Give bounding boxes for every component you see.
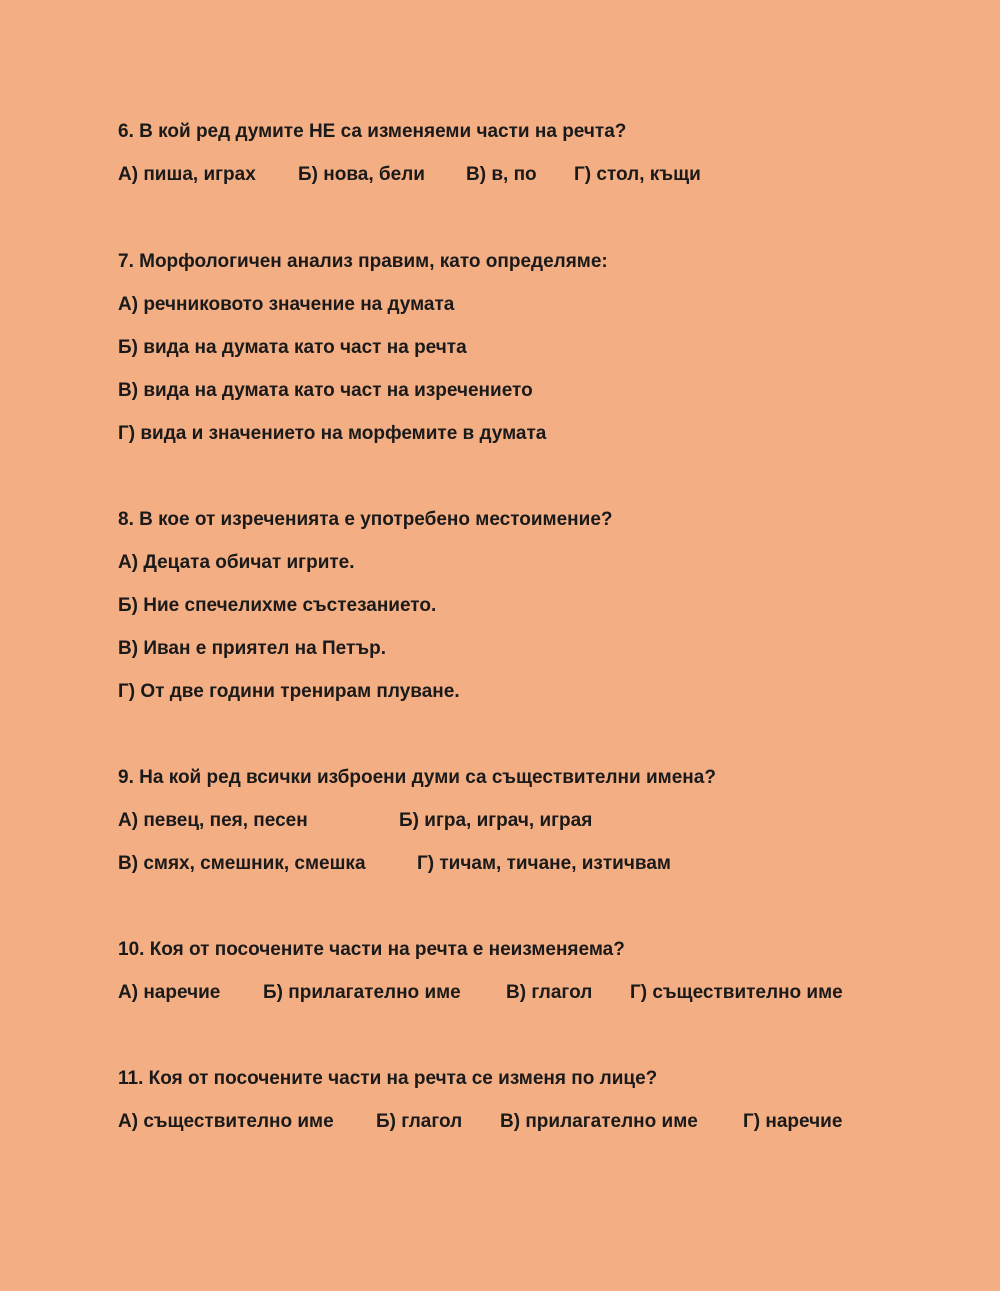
- question-11-options: [118, 1109, 978, 1135]
- question-10: [118, 937, 978, 1006]
- question-9-options-row-1: [118, 808, 978, 834]
- option-b[interactable]: Б) игра, играч, играя: [399, 810, 593, 831]
- question-6-options: [118, 162, 978, 188]
- question-11: [118, 1066, 978, 1135]
- option-b[interactable]: Б) глагол: [376, 1111, 463, 1132]
- option-d[interactable]: Г) тичам, тичане, изтичвам: [417, 853, 671, 874]
- option-c[interactable]: В) в, по: [466, 164, 537, 185]
- option-a[interactable]: А) наречие: [118, 982, 221, 1003]
- question-10-options: [118, 980, 978, 1006]
- option-c[interactable]: В) Иван е приятел на Петър.: [118, 638, 386, 659]
- question-9: [118, 765, 978, 877]
- option-a[interactable]: А) пиша, играх: [118, 164, 256, 185]
- option-b[interactable]: Б) вида на думата като част на речта: [118, 337, 467, 358]
- question-6: [118, 119, 978, 188]
- question-6-text: 6. В кой ред думите НЕ са изменяеми части на речта?: [118, 121, 627, 142]
- question-11-text: 11. Коя от посочените части на речта се изменя по лице?: [118, 1068, 658, 1089]
- option-a[interactable]: А) певец, пея, песен: [118, 810, 308, 831]
- quiz-page: [118, 119, 978, 1135]
- option-a[interactable]: А) съществително име: [118, 1111, 334, 1132]
- question-8: [118, 507, 978, 705]
- option-b[interactable]: Б) нова, бели: [298, 164, 425, 185]
- option-d[interactable]: Г) вида и значението на морфемите в думата: [118, 423, 547, 444]
- option-b[interactable]: Б) прилагателно име: [263, 982, 461, 1003]
- option-d[interactable]: Г) наречие: [743, 1111, 843, 1132]
- question-7-text: 7. Морфологичен анализ правим, като определяме:: [118, 251, 608, 272]
- option-c[interactable]: В) прилагателно име: [500, 1111, 698, 1132]
- option-c[interactable]: В) вида на думата като част на изречението: [118, 380, 533, 401]
- option-c[interactable]: В) глагол: [506, 982, 593, 1003]
- option-b[interactable]: Б) Ние спечелихме състезанието.: [118, 595, 437, 616]
- question-7: [118, 249, 978, 447]
- question-9-text: 9. На кой ред всички изброени думи са съществителни имена?: [118, 767, 716, 788]
- option-d[interactable]: Г) стол, къщи: [574, 164, 701, 185]
- question-10-text: 10. Коя от посочените части на речта е неизменяема?: [118, 939, 625, 960]
- option-a[interactable]: А) Децата обичат игрите.: [118, 552, 355, 573]
- option-c[interactable]: В) смях, смешник, смешка: [118, 853, 366, 874]
- option-d[interactable]: Г) съществително име: [630, 982, 843, 1003]
- question-8-text: 8. В кое от изреченията е употребено местоимение?: [118, 509, 613, 530]
- question-9-options-row-2: [118, 851, 978, 877]
- option-a[interactable]: А) речниковото значение на думата: [118, 294, 455, 315]
- option-d[interactable]: Г) От две години тренирам плуване.: [118, 681, 460, 702]
